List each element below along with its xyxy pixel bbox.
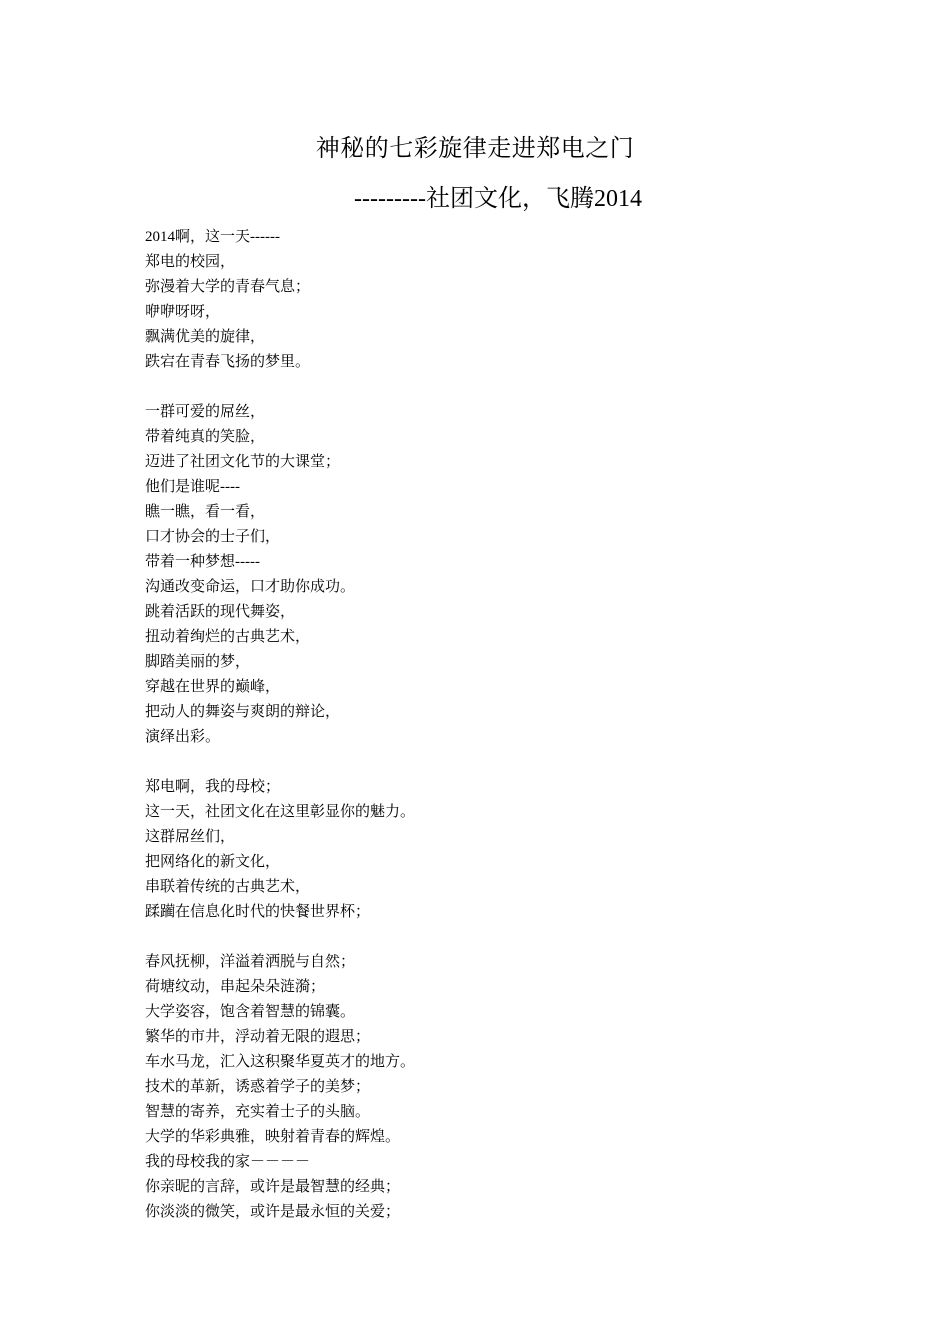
poem-line: 郑电啊，我的母校； (145, 779, 281, 795)
poem-line: 把动人的舞姿与爽朗的辩论， (145, 704, 341, 720)
poem-line: 带着一种梦想----- (145, 554, 260, 570)
poem-line: 大学的华彩典雅，映射着青春的辉煌。 (145, 1129, 401, 1145)
poem-line: 口才协会的士子们， (145, 529, 281, 545)
poem-line: 把网络化的新文化， (145, 854, 281, 870)
poem-line: 你亲昵的言辞，或许是最智慧的经典； (145, 1179, 401, 1195)
poem-line: 我的母校我的家－－－－ (145, 1154, 311, 1170)
poem-line: 你淡淡的微笑，或许是最永恒的关爱； (145, 1204, 401, 1220)
poem-line: 这一天，社团文化在这里彰显你的魅力。 (145, 804, 416, 820)
poem-line: 一群可爱的屌丝， (145, 404, 266, 420)
poem-line: 飘满优美的旋律， (145, 329, 266, 345)
poem-line: 跌宕在青春飞扬的梦里。 (145, 354, 311, 370)
poem-stanza (145, 950, 845, 1225)
poem-line: 他们是谁呢---- (145, 479, 240, 495)
poem-line: 荷塘纹动，串起朵朵涟漪； (145, 979, 326, 995)
poem-stanza (145, 775, 845, 925)
poem-line: 蹂躏在信息化时代的快餐世界杯； (145, 904, 371, 920)
poem-line: 智慧的寄养，充实着士子的头脑。 (145, 1104, 371, 1120)
poem-line: 繁华的市井，浮动着无限的遐思； (145, 1029, 371, 1045)
poem-line: 春风抚柳，洋溢着洒脱与自然； (145, 954, 356, 970)
poem-line: 大学姿容，饱含着智慧的锦囊。 (145, 1004, 356, 1020)
poem-line: 迈进了社团文化节的大课堂； (145, 454, 341, 470)
poem-line: 扭动着绚烂的古典艺术， (145, 629, 311, 645)
poem-line: 郑电的校园， (145, 254, 236, 270)
poem-line: 串联着传统的古典艺术， (145, 879, 311, 895)
poem-line: 瞧一瞧，看一看， (145, 504, 266, 520)
poem-line: 咿咿呀呀， (145, 304, 221, 320)
poem-body (145, 225, 845, 1225)
poem-line: 这群屌丝们， (145, 829, 236, 845)
poem-line: 脚踏美丽的梦， (145, 654, 251, 670)
document-title: 神秘的七彩旋律走进郑电之门 (315, 136, 635, 162)
poem-line: 演绎出彩。 (145, 729, 221, 745)
poem-line: 沟通改变命运，口才助你成功。 (145, 579, 356, 595)
poem-line: 车水马龙，汇入这积聚华夏英才的地方。 (145, 1054, 416, 1070)
poem-line: 2014啊，这一天------ (145, 229, 280, 245)
poem-line: 跳着活跃的现代舞姿， (145, 604, 296, 620)
poem-line: 弥漫着大学的青春气息； (145, 279, 311, 295)
document-subtitle: ---------社团文化，飞腾2014 (354, 186, 642, 212)
poem-stanza (145, 225, 845, 375)
poem-line: 穿越在世界的巅峰， (145, 679, 281, 695)
poem-line: 技术的革新，诱惑着学子的美梦； (145, 1079, 371, 1095)
poem-stanza (145, 400, 845, 750)
poem-line: 带着纯真的笑脸， (145, 429, 266, 445)
